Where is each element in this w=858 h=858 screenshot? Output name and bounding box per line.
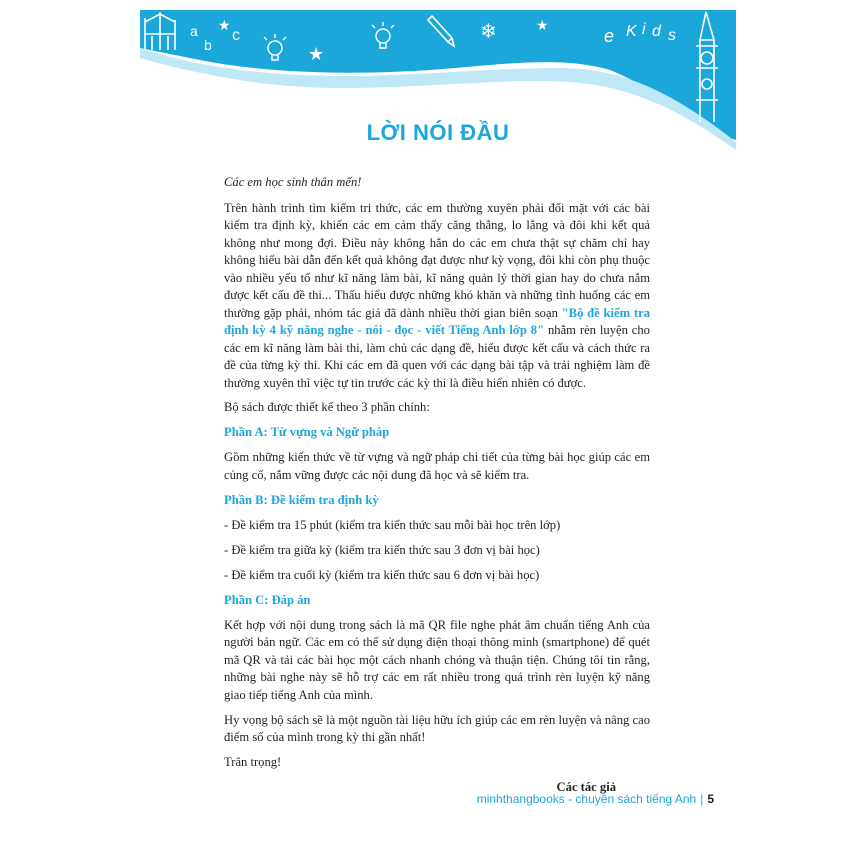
intro-text-before: Trên hành trình tìm kiếm tri thức, các em thường xuyên phải đối mặt với các bài kiểm tra định kỳ, khiến các em cảm thấy căng thẳng, lo lắng và đôi khi kết quả không như mong đợi. Điều này không hẳn do các em chưa thật sự chăm chỉ hay không hiểu bài dẫn đến kết quả không đạt được như kỳ vọng, đôi khi còn phụ thuộc vào nhiều yếu tố như kĩ năng làm bài, kĩ năng quản lý thời gian hay do chưa nắm được kết cấu đề thi... Thấu hiểu được những khó khăn và những tình huống các em thường gặp phải, nhóm tác giả đã dành nhiều thời gian biên soạn: [224, 200, 650, 320]
book-title: "Bộ đề kiểm tra định kỳ 4 kỹ năng nghe - nói - đọc - viết Tiếng Anh lớp 8": [224, 305, 650, 337]
signature: Các tác giả: [556, 780, 616, 795]
part-b-item: - Đề kiểm tra cuối kỳ (kiểm tra kiến thức sau 6 đơn vị bài học): [224, 567, 540, 582]
publisher-tagline: minhthangbooks - chuyên sách tiếng Anh: [476, 792, 697, 806]
part-b-heading: Phần B: Đề kiểm tra định kỳ: [224, 492, 379, 507]
intro-text-after: nhằm rèn luyện cho các em kĩ năng làm bài thi, làm chủ các dạng đề, hiểu được kết cấu và cách thức ra đề của từng kỳ thi. Khi các em đã quen với các dạng bài tập và trải nghiệm làm đề thường xuyên thì việc tự tin trước các kỳ thi là điều hiển nhiên có được.: [224, 323, 650, 390]
banner-kids-s: s: [668, 27, 676, 44]
part-c-text: Kết hợp với nội dung trong sách là mã QR file nghe phát âm chuẩn tiếng Anh của người bản ngữ. Các em có thể sử dụng điện thoại thông minh (smartphone) để quét mã QR và tải các bài học một cách nhanh chóng và thuận tiện. Chúng tôi tin rằng, những bài nghe này sẽ hỗ trợ các em rất nhiều trong quá trình rèn luyện kỹ năng giao tiếp tiếng Anh của mình.: [224, 617, 650, 702]
banner-kids-k: K: [626, 23, 637, 40]
book-page: [140, 10, 736, 820]
page-title: LỜI NÓI ĐẦU: [366, 120, 510, 145]
greeting: Các em học sinh thân mến!: [224, 175, 362, 189]
part-c-heading: Phần C: Đáp án: [224, 592, 311, 607]
snowflake-icon: ❄: [480, 21, 497, 43]
structure-intro: Bộ sách được thiết kế theo 3 phần chính:: [224, 400, 430, 415]
page-footer: [140, 792, 714, 806]
banner-kids-d: d: [652, 23, 661, 40]
page-number: 5: [707, 792, 714, 806]
star-icon: ★: [308, 44, 325, 64]
intro-paragraph: [224, 200, 650, 393]
banner-letter-a: a: [190, 23, 198, 39]
footer-separator: |: [700, 792, 704, 806]
preface-body: [224, 174, 650, 797]
banner-letter-b: b: [204, 37, 212, 53]
star-icon: ★: [536, 19, 549, 34]
banner-kids-e: e: [604, 26, 615, 46]
banner-kids-i: i: [642, 21, 646, 38]
part-a-heading: Phần A: Từ vựng và Ngữ pháp: [224, 425, 390, 440]
part-b-item: - Đề kiểm tra 15 phút (kiểm tra kiến thức sau mỗi bài học trên lớp): [224, 517, 561, 532]
banner-letter-c: c: [232, 27, 240, 44]
regards: Trân trọng!: [224, 754, 282, 769]
part-b-item: - Đề kiểm tra giữa kỳ (kiểm tra kiến thức sau 3 đơn vị bài học): [224, 542, 540, 557]
closing-paragraph: Hy vọng bộ sách sẽ là một nguồn tài liệu hữu ích giúp các em rèn luyện và nâng cao điểm số của mình trong kỳ thi gần nhất!: [224, 712, 650, 745]
part-a-text: Gồm những kiến thức về từ vựng và ngữ pháp chi tiết của từng bài học giúp các em củng cố, nắm vững được các nội dung đã học và sẽ kiểm tra.: [224, 450, 650, 482]
star-icon: ★: [218, 19, 231, 34]
